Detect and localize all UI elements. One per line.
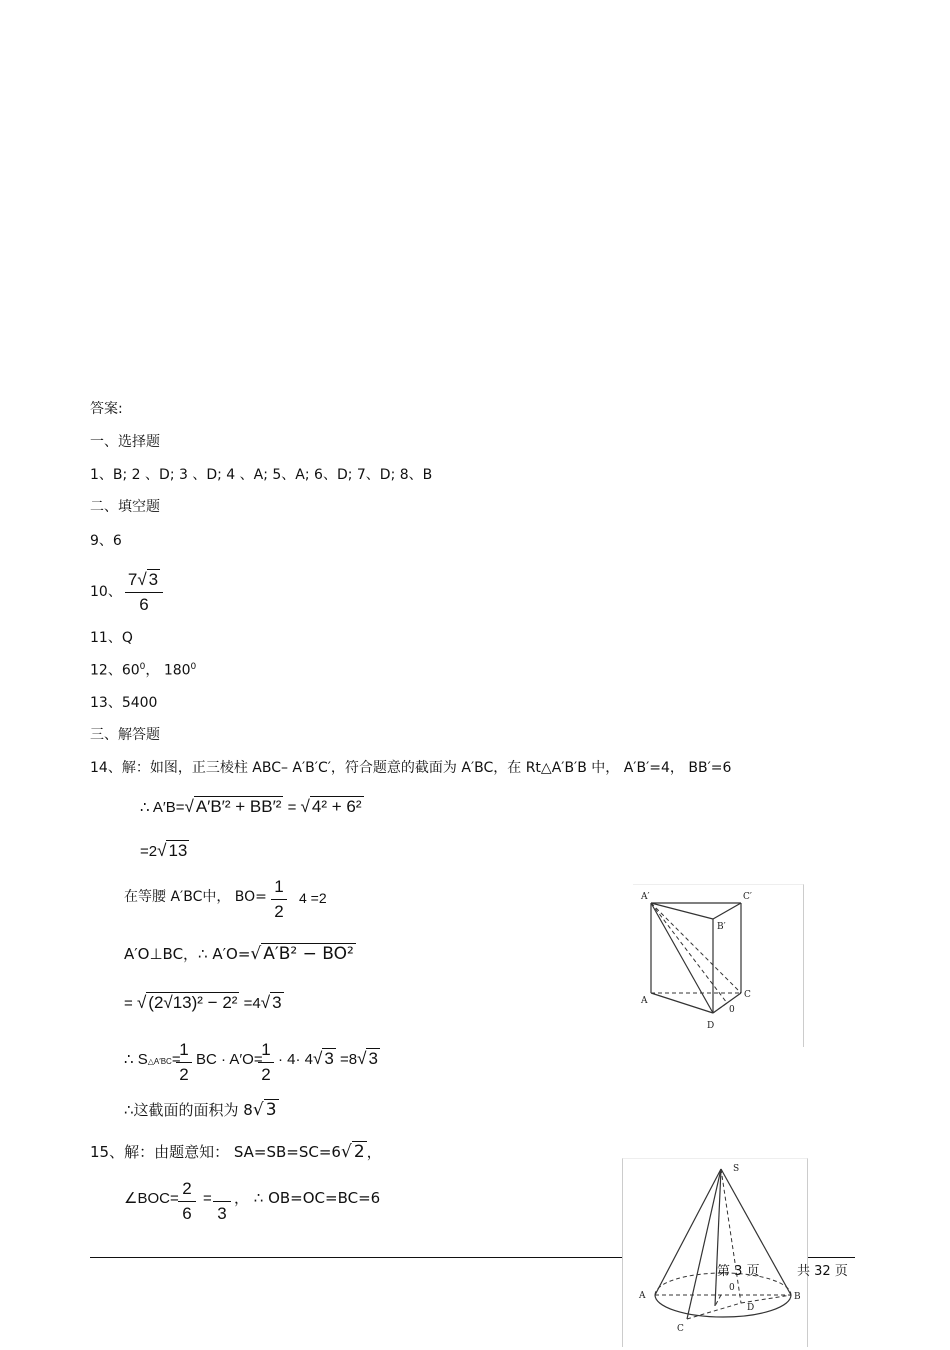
q15-line2-b: = bbox=[203, 1190, 212, 1207]
label-c: C bbox=[677, 1324, 684, 1334]
answer-10-den: 6 bbox=[125, 592, 163, 615]
section-choice-title: 一、选择题 bbox=[90, 434, 160, 450]
q15-fraction2: $\frac{\pi}{3}$ bbox=[213, 1179, 231, 1224]
answer-10-fraction: $\frac{7√ 3}{6}$ bbox=[125, 570, 163, 615]
q14-step6-mid: BC · A′O= bbox=[196, 1051, 263, 1068]
q15-line2-c: ， ∴ OB=OC=BC=6 bbox=[234, 1189, 381, 1207]
choice-answers: 1、B; 2 、D; 3 、D; 4 、A; 5、A; 6、D; 7、D; 8、B bbox=[90, 467, 433, 483]
answer-13: 13、5400 bbox=[90, 695, 158, 711]
q14-step3-fraction: $\frac{1}{2}$ bbox=[271, 877, 287, 922]
label-b: B bbox=[794, 1292, 801, 1302]
answer-12: 12、$60^0$， $180^0$ bbox=[90, 662, 197, 679]
page-total: 共 32 页 bbox=[797, 1264, 848, 1279]
label-d: D bbox=[707, 1021, 715, 1031]
section-solve-title: 三、解答题 bbox=[90, 727, 160, 743]
prism-diagram bbox=[633, 885, 803, 1047]
answer-10-label: 10、 bbox=[90, 584, 122, 600]
cone-diagram bbox=[623, 1159, 807, 1347]
cone-figure bbox=[622, 1158, 808, 1347]
label-c: C bbox=[744, 990, 751, 1000]
label-b-prime: B′ bbox=[717, 922, 726, 932]
section-fill-title: 二、填空题 bbox=[90, 499, 160, 515]
answer-10-rad: 3 bbox=[148, 570, 159, 589]
q14-step6-fraction1: $\frac{1}{2}$ bbox=[176, 1040, 192, 1085]
answer-11: 11、Q bbox=[90, 630, 133, 646]
label-o: 0 bbox=[729, 1005, 735, 1015]
label-a: A bbox=[641, 996, 648, 1006]
q14-step3-tail: 4 =2 bbox=[299, 890, 327, 906]
q14-step7: ∴这截面的面积为 8√ 3 bbox=[124, 1100, 277, 1120]
label-o: 0 bbox=[729, 1283, 735, 1293]
q14-step5: = √ (2√13)² − 2² =4√ 3 bbox=[124, 993, 282, 1012]
q14-step6-fraction2: $\frac{1}{2}$ bbox=[258, 1040, 274, 1085]
prism-figure bbox=[633, 884, 804, 1047]
answer-9: 9、6 bbox=[90, 533, 122, 549]
q14-step6: ∴ S△A′BC= bbox=[124, 1051, 181, 1068]
q14-line1: 14、解：如图，正三棱柱 ABC– A′B′C′，符合题意的截面为 A′BC，在 Rt△A′B′B 中， A′B′=4， BB′=6 bbox=[90, 760, 732, 776]
label-s: S bbox=[733, 1164, 740, 1174]
q14-step6-tail: · 4· 4√ 3 =8√ 3 bbox=[278, 1049, 378, 1068]
page-number: 第 3 页 bbox=[717, 1264, 760, 1279]
label-a: A bbox=[639, 1291, 646, 1301]
q15-line1: 15、解：由题意知： SA=SB=SC=6√ 2 ， bbox=[90, 1142, 382, 1162]
q14-step1: ∴ A′B=√ A′B′² + BB′² = √ 4² + 6² bbox=[140, 797, 362, 816]
label-a-prime: A′ bbox=[641, 892, 650, 902]
answer-10-num: 7 bbox=[127, 570, 138, 589]
q14-step2: =2√ 13 bbox=[140, 841, 188, 860]
q14-step4: A′O⊥BC，∴ A′O=√ A′B² − BO² bbox=[124, 944, 354, 964]
q15-line2-a: ∠BOC= bbox=[124, 1190, 179, 1207]
label-c-prime: C′ bbox=[743, 892, 752, 902]
answers-heading: 答案: bbox=[90, 401, 123, 417]
q14-step3: 在等腰 A′BC中， BO= bbox=[124, 889, 267, 905]
label-d: D bbox=[747, 1303, 755, 1313]
q15-fraction1: $\frac{2}{6}$ bbox=[178, 1179, 196, 1224]
